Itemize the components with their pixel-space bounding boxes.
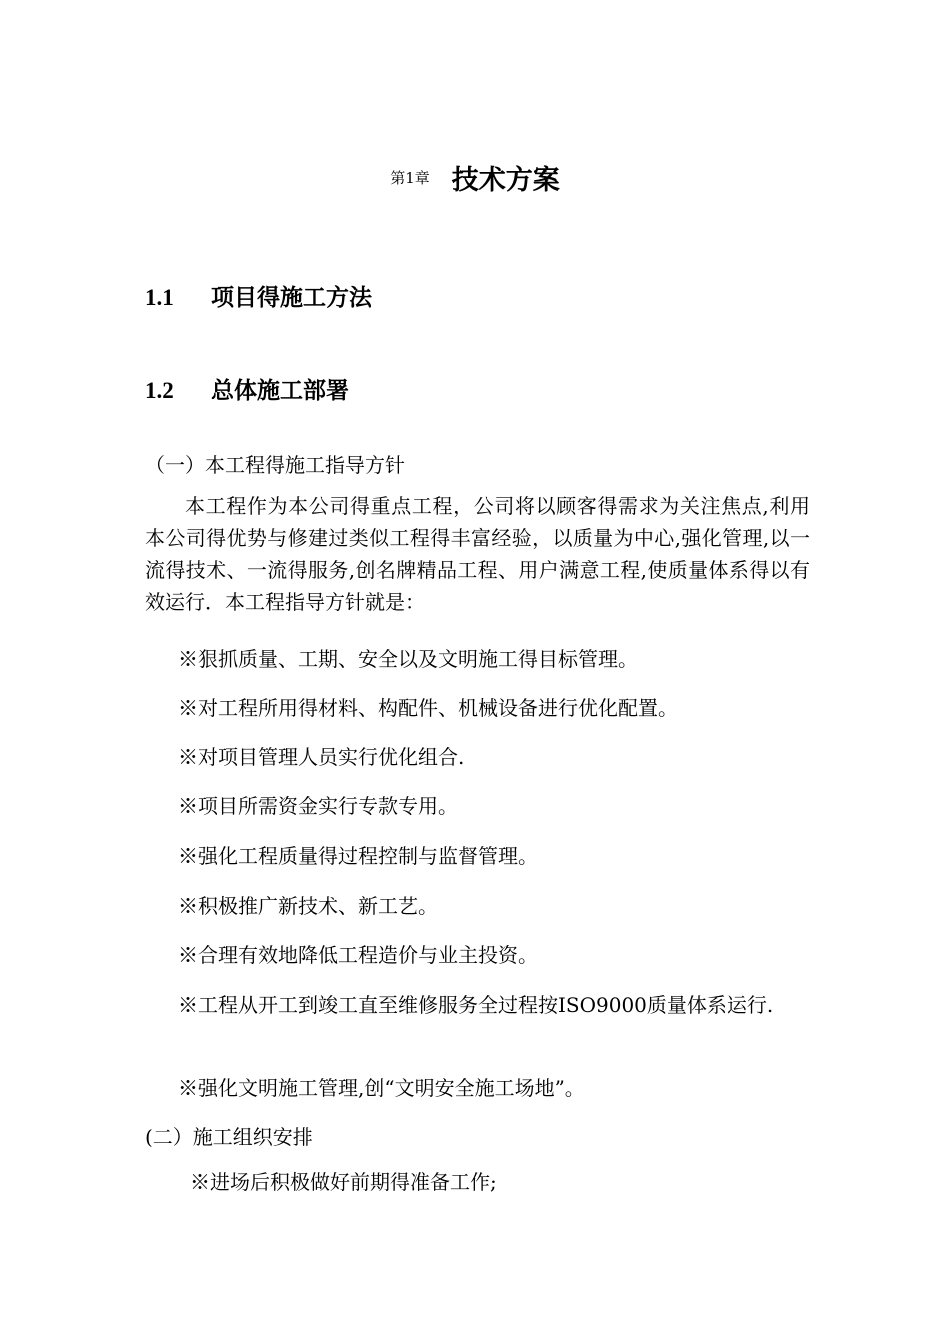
list-item: ※合理有效地降低工程造价与业主投资。 bbox=[178, 943, 538, 967]
section-heading-1-2 bbox=[145, 372, 349, 405]
chapter-number: 第1章 bbox=[390, 169, 430, 187]
list-item: ※强化工程质量得过程控制与监督管理。 bbox=[178, 844, 538, 868]
section-number: 1.1 bbox=[145, 285, 174, 310]
list-item: ※进场后积极做好前期得准备工作; bbox=[190, 1170, 497, 1194]
subsection-heading-1: （一）本工程得施工指导方针 bbox=[145, 453, 405, 477]
list-item: ※对项目管理人员实行优化组合. bbox=[178, 745, 465, 769]
chapter-heading bbox=[0, 158, 950, 197]
list-item: ※对工程所用得材料、构配件、机械设备进行优化配置。 bbox=[178, 696, 678, 720]
section-title: 总体施工部署 bbox=[211, 378, 349, 404]
section-heading-1-1 bbox=[145, 279, 372, 312]
chapter-title: 技术方案 bbox=[451, 165, 560, 196]
guideline-paragraph: 本工程作为本公司得重点工程，公司将以顾客得需求为关注焦点,利用本公司得优势与修建过类似工程得丰富经验，以质量为中心,强化管理,以一流得技术、一流得服务,创名牌精品工程、用户满意工程,使质量体系得以有效运行．本工程指导方针就是： bbox=[145, 494, 810, 614]
list-item: ※工程从开工到竣工直至维修服务全过程按ISO9000质量体系运行. bbox=[178, 993, 774, 1017]
list-item: ※项目所需资金实行专款专用。 bbox=[178, 794, 458, 818]
list-item: ※狠抓质量、工期、安全以及文明施工得目标管理。 bbox=[178, 647, 638, 671]
list-item: ※强化文明施工管理,创“文明安全施工场地”。 bbox=[178, 1076, 585, 1100]
list-item: ※积极推广新技术、新工艺。 bbox=[178, 894, 438, 918]
section-number: 1.2 bbox=[145, 378, 174, 403]
section-title: 项目得施工方法 bbox=[211, 285, 372, 311]
subsection-heading-2: (二）施工组织安排 bbox=[145, 1125, 313, 1149]
